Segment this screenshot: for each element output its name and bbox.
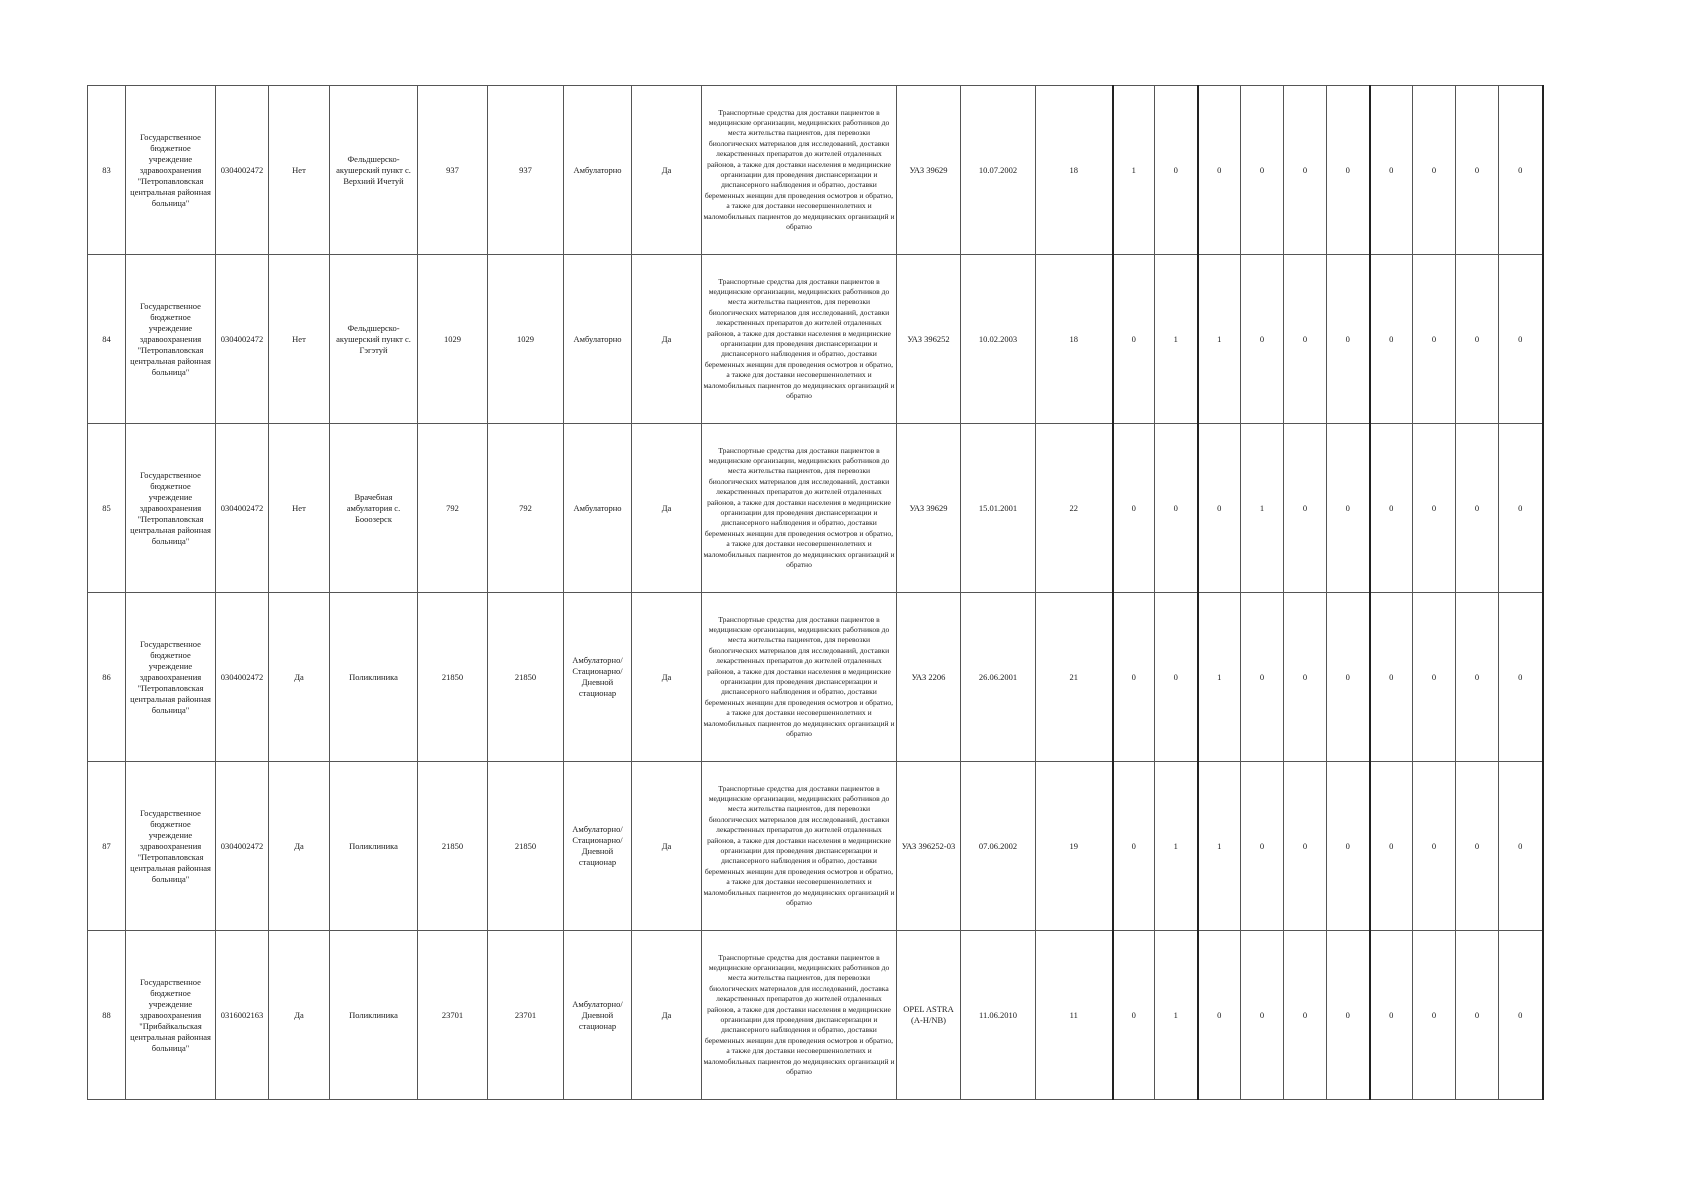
purpose-cell: Транспортные средства для доставки пациентов в медицинские организации, медицинских работников до места жительства пациентов, для перевозки биологических материалов для исследований, доставки лекарственных препаратов до жителей отдаленных районов, а также для доставки населения в медицинские организации для проведения диспансеризации и диспансерного наблюдения и обратно, доставки беременных женщин для проведения осмотров и обратно, а также для доставки несовершеннолетних и маломобильных пациентов до медицинских организаций и обратно — [702, 86, 897, 255]
count-cell: 1 — [1155, 762, 1198, 931]
count-cell: 0 — [1155, 86, 1198, 255]
issue-date-cell: 26.06.2001 — [961, 593, 1036, 762]
issue-date-cell: 07.06.2002 — [961, 762, 1036, 931]
issue-date-cell: 10.07.2002 — [961, 86, 1036, 255]
purpose-cell: Транспортные средства для доставки пациентов в медицинские организации, медицинских работников до места жительства пациентов, для перевозки биологических материалов для исследований, доставки лекарственных препаратов до жителей отдаленных районов, а также для доставки населения в медицинские организации для проведения диспансеризации и диспансерного наблюдения и обратно, доставки беременных женщин для проведения осмотров и обратно, а также для доставки несовершеннолетних и маломобильных пациентов до медицинских организаций и обратно — [702, 424, 897, 593]
count-cell: 0 — [1284, 762, 1327, 931]
count-cell: 0 — [1327, 762, 1370, 931]
organization-cell: Государственное бюджетное учреждение здравоохранения "Петропавловская центральная районная больница" — [126, 593, 216, 762]
population-attached-cell: 23701 — [488, 931, 564, 1100]
organization-cell: Государственное бюджетное учреждение здравоохранения "Петропавловская центральная районная больница" — [126, 86, 216, 255]
count-cell: 0 — [1327, 255, 1370, 424]
count-cell: 0 — [1198, 931, 1241, 1100]
flag-cell: Нет — [269, 86, 330, 255]
organization-cell: Государственное бюджетное учреждение здравоохранения "Петропавловская центральная районная больница" — [126, 762, 216, 931]
population-cell: 21850 — [418, 593, 488, 762]
population-cell: 1029 — [418, 255, 488, 424]
availability-cell: Да — [632, 86, 702, 255]
organization-cell: Государственное бюджетное учреждение здравоохранения "Петропавловская центральная районная больница" — [126, 255, 216, 424]
count-cell: 0 — [1284, 86, 1327, 255]
availability-cell: Да — [632, 931, 702, 1100]
inn-cell: 0304002472 — [216, 593, 269, 762]
count-cell: 0 — [1456, 424, 1499, 593]
vehicle-model-cell: OPEL ASTRA (A-H/NB) — [897, 931, 961, 1100]
population-attached-cell: 792 — [488, 424, 564, 593]
table-row — [88, 762, 1543, 931]
inn-cell: 0316002163 — [216, 931, 269, 1100]
count-cell: 0 — [1327, 86, 1370, 255]
row-number-cell: 85 — [88, 424, 126, 593]
table-row — [88, 424, 1543, 593]
care-conditions-cell: Амбулаторно — [564, 255, 632, 424]
count-cell: 0 — [1198, 86, 1241, 255]
count-cell: 0 — [1327, 593, 1370, 762]
care-conditions-cell: Амбулаторно/Стационарно/Дневной стационар — [564, 593, 632, 762]
unit-cell: Фельдшерско-акушерский пункт с. Верхний Ичетуй — [330, 86, 418, 255]
count-cell: 0 — [1113, 762, 1155, 931]
purpose-cell: Транспортные средства для доставки пациентов в медицинские организации, медицинских работников до места жительства пациентов, для перевозки биологических материалов для исследований, доставки лекарственных препаратов до жителей отдаленных районов, а также для доставки населения в медицинские организации для проведения диспансеризации и диспансерного наблюдения и обратно, доставки беременных женщин для проведения осмотров и обратно, а также для доставки несовершеннолетних и маломобильных пациентов до медицинских организаций и обратно — [702, 255, 897, 424]
count-cell: 0 — [1241, 86, 1284, 255]
population-cell: 792 — [418, 424, 488, 593]
count-cell: 0 — [1113, 255, 1155, 424]
count-cell: 0 — [1284, 255, 1327, 424]
count-cell: 0 — [1284, 593, 1327, 762]
purpose-cell: Транспортные средства для доставки пациентов в медицинские организации, медицинских работников до места жительства пациентов, для перевозки биологических материалов для исследований, доставки лекарственных препаратов до жителей отдаленных районов, а также для доставки населения в медицинские организации для проведения диспансеризации и диспансерного наблюдения и обратно, доставки беременных женщин для проведения осмотров и обратно, а также для доставки несовершеннолетних и маломобильных пациентов до медицинских организаций и обратно — [702, 762, 897, 931]
vehicle-model-cell: УАЗ 396252-03 — [897, 762, 961, 931]
count-cell: 0 — [1499, 255, 1543, 424]
care-conditions-cell: Амбулаторно — [564, 424, 632, 593]
count-cell: 0 — [1456, 931, 1499, 1100]
population-cell: 937 — [418, 86, 488, 255]
table-row — [88, 931, 1543, 1100]
count-cell: 0 — [1499, 762, 1543, 931]
count-cell: 1 — [1198, 593, 1241, 762]
count-cell: 0 — [1113, 931, 1155, 1100]
count-cell: 1 — [1155, 255, 1198, 424]
unit-cell: Поликлиника — [330, 931, 418, 1100]
vehicle-registry-table — [87, 85, 1544, 1100]
availability-cell: Да — [632, 593, 702, 762]
count-cell: 0 — [1456, 255, 1499, 424]
count-cell: 0 — [1499, 931, 1543, 1100]
issue-date-cell: 10.02.2003 — [961, 255, 1036, 424]
count-cell: 0 — [1327, 424, 1370, 593]
flag-cell: Нет — [269, 424, 330, 593]
row-number-cell: 83 — [88, 86, 126, 255]
count-cell: 0 — [1327, 931, 1370, 1100]
count-cell: 0 — [1370, 255, 1413, 424]
vehicle-age-cell: 21 — [1036, 593, 1113, 762]
count-cell: 0 — [1456, 593, 1499, 762]
count-cell: 0 — [1284, 931, 1327, 1100]
table-row — [88, 593, 1543, 762]
count-cell: 0 — [1499, 593, 1543, 762]
care-conditions-cell: Амбулаторно/Дневной стационар — [564, 931, 632, 1100]
count-cell: 0 — [1499, 424, 1543, 593]
vehicle-age-cell: 22 — [1036, 424, 1113, 593]
count-cell: 0 — [1370, 424, 1413, 593]
count-cell: 0 — [1241, 931, 1284, 1100]
table-body — [88, 86, 1543, 1100]
inn-cell: 0304002472 — [216, 86, 269, 255]
count-cell: 0 — [1113, 593, 1155, 762]
count-cell: 0 — [1284, 424, 1327, 593]
row-number-cell: 84 — [88, 255, 126, 424]
count-cell: 0 — [1370, 86, 1413, 255]
flag-cell: Да — [269, 931, 330, 1100]
population-attached-cell: 1029 — [488, 255, 564, 424]
row-number-cell: 87 — [88, 762, 126, 931]
count-cell: 0 — [1413, 255, 1456, 424]
count-cell: 0 — [1413, 424, 1456, 593]
purpose-cell: Транспортные средства для доставки пациентов в медицинские организации, медицинских работников до места жительства пациентов, для перевозки биологических материалов для исследований, доставка лекарственных препаратов до жителей отдаленных районов, а также для доставки населения в медицинские организации для проведения диспансеризации и диспансерного наблюдения и обратно, доставки беременных женщин для проведения осмотров и обратно, а также для доставки несовершеннолетних и маломобильных пациентов до медицинских организаций и обратно — [702, 931, 897, 1100]
inn-cell: 0304002472 — [216, 762, 269, 931]
purpose-cell: Транспортные средства для доставки пациентов в медицинские организации, медицинских работников до места жительства пациентов, для перевозки биологических материалов для исследований, доставки лекарственных препаратов до жителей отдаленных районов, а также для доставки населения в медицинские организации для проведения диспансеризации и диспансерного наблюдения и обратно, доставки беременных женщин для проведения осмотров и обратно, а также для доставки несовершеннолетних и маломобильных пациентов до медицинских организаций и обратно — [702, 593, 897, 762]
unit-cell: Поликлиника — [330, 593, 418, 762]
care-conditions-cell: Амбулаторно/Стационарно/Дневной стационар — [564, 762, 632, 931]
count-cell: 0 — [1370, 762, 1413, 931]
vehicle-age-cell: 11 — [1036, 931, 1113, 1100]
vehicle-model-cell: УАЗ 39629 — [897, 86, 961, 255]
availability-cell: Да — [632, 424, 702, 593]
count-cell: 0 — [1413, 931, 1456, 1100]
vehicle-age-cell: 18 — [1036, 86, 1113, 255]
count-cell: 0 — [1413, 593, 1456, 762]
vehicle-age-cell: 18 — [1036, 255, 1113, 424]
count-cell: 0 — [1113, 424, 1155, 593]
count-cell: 0 — [1413, 762, 1456, 931]
vehicle-age-cell: 19 — [1036, 762, 1113, 931]
unit-cell: Врачебная амбулатория с. Бооозерск — [330, 424, 418, 593]
organization-cell: Государственное бюджетное учреждение здравоохранения "Прибайкальская центральная районная больница" — [126, 931, 216, 1100]
count-cell: 0 — [1456, 762, 1499, 931]
count-cell: 0 — [1198, 424, 1241, 593]
count-cell: 0 — [1370, 931, 1413, 1100]
vehicle-model-cell: УАЗ 396252 — [897, 255, 961, 424]
count-cell: 0 — [1370, 593, 1413, 762]
count-cell: 0 — [1155, 424, 1198, 593]
availability-cell: Да — [632, 762, 702, 931]
care-conditions-cell: Амбулаторно — [564, 86, 632, 255]
count-cell: 0 — [1155, 593, 1198, 762]
count-cell: 1 — [1113, 86, 1155, 255]
vehicle-model-cell: УАЗ 2206 — [897, 593, 961, 762]
unit-cell: Поликлиника — [330, 762, 418, 931]
count-cell: 1 — [1198, 255, 1241, 424]
row-number-cell: 86 — [88, 593, 126, 762]
table-row — [88, 255, 1543, 424]
availability-cell: Да — [632, 255, 702, 424]
table-row — [88, 86, 1543, 255]
population-attached-cell: 21850 — [488, 762, 564, 931]
count-cell: 0 — [1241, 593, 1284, 762]
issue-date-cell: 11.06.2010 — [961, 931, 1036, 1100]
inn-cell: 0304002472 — [216, 255, 269, 424]
count-cell: 1 — [1241, 424, 1284, 593]
population-attached-cell: 937 — [488, 86, 564, 255]
count-cell: 0 — [1241, 762, 1284, 931]
population-cell: 23701 — [418, 931, 488, 1100]
vehicle-model-cell: УАЗ 39629 — [897, 424, 961, 593]
count-cell: 0 — [1241, 255, 1284, 424]
count-cell: 0 — [1413, 86, 1456, 255]
population-cell: 21850 — [418, 762, 488, 931]
population-attached-cell: 21850 — [488, 593, 564, 762]
flag-cell: Нет — [269, 255, 330, 424]
count-cell: 0 — [1499, 86, 1543, 255]
unit-cell: Фельдшерско-акушерский пункт с. Гэгэтуй — [330, 255, 418, 424]
organization-cell: Государственное бюджетное учреждение здравоохранения "Петропавловская центральная районная больница" — [126, 424, 216, 593]
inn-cell: 0304002472 — [216, 424, 269, 593]
row-number-cell: 88 — [88, 931, 126, 1100]
count-cell: 1 — [1198, 762, 1241, 931]
count-cell: 1 — [1155, 931, 1198, 1100]
issue-date-cell: 15.01.2001 — [961, 424, 1036, 593]
count-cell: 0 — [1456, 86, 1499, 255]
flag-cell: Да — [269, 762, 330, 931]
flag-cell: Да — [269, 593, 330, 762]
